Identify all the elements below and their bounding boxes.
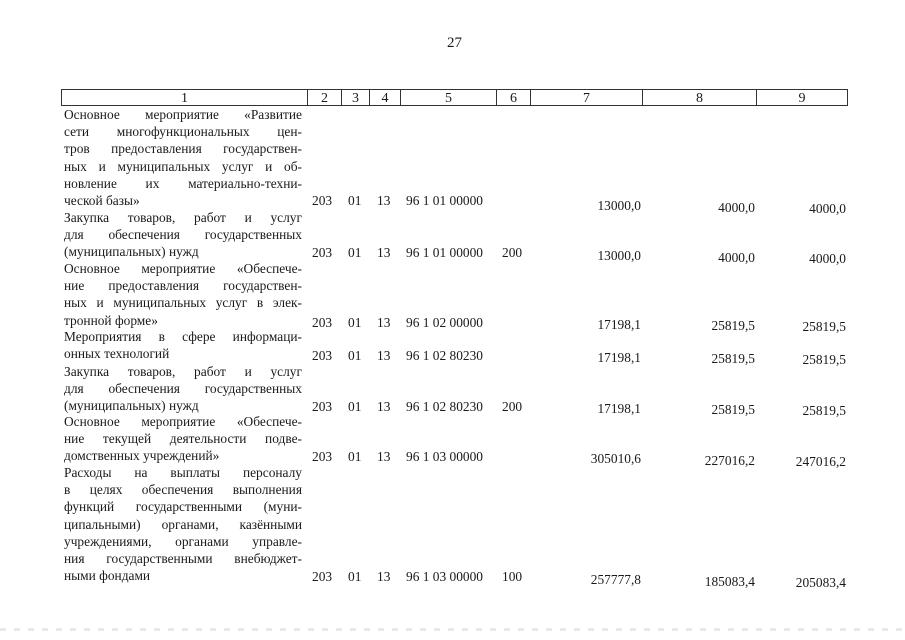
cell-code-3: 01 [348,348,362,363]
row-description [64,328,302,362]
cell-code-4: 13 [377,399,391,414]
cell-amount-7: 17198,1 [597,350,641,365]
cell-code-4: 13 [377,315,391,330]
desc-line: учреждениями, органами управле- [64,533,302,549]
desc-line: новление их материально-техни- [64,175,302,191]
cell-amount-9: 4000,0 [809,251,846,266]
desc-line: ных и муниципальных услуг и об- [64,158,302,174]
cell-code-2: 203 [312,193,333,208]
desc-line: (муниципальных) нужд [64,398,199,414]
desc-line: функций государственными (муни- [64,499,302,515]
cell-amount-8: 4000,0 [718,200,755,215]
cell-amount-7: 17198,1 [597,401,641,416]
cell-amount-9: 25819,5 [802,352,846,367]
desc-line: тров предоставления государствен- [64,141,302,157]
cell-amount-8: 25819,5 [711,402,755,417]
cell-code-4: 13 [377,348,391,363]
cell-code-5: 96 1 02 80230 [406,348,483,363]
desc-line: Основное мероприятие «Обеспече- [64,261,302,276]
page-number: 27 [447,35,462,51]
cell-code-2: 203 [312,569,333,584]
cell-amount-7: 305010,6 [590,451,641,466]
cell-amount-7: 257777,8 [590,572,641,587]
cell-amount-9: 25819,5 [802,403,846,418]
desc-line: ние предоставления государствен- [64,278,302,294]
cell-amount-8: 227016,2 [704,453,755,468]
scan-artifact [0,628,905,631]
cell-code-5: 96 1 02 00000 [406,315,483,330]
cell-amount-8: 4000,0 [718,250,755,265]
desc-line: домственных учреждений» [64,448,220,464]
cell-code-3: 01 [348,399,362,414]
cell-code-4: 13 [377,193,391,208]
cell-amount-8: 25819,5 [711,318,755,333]
cell-code-4: 13 [377,449,391,464]
header-col-2: 2 [308,89,342,106]
header-col-8: 8 [643,89,757,106]
cell-code-5: 96 1 03 00000 [406,569,483,584]
desc-line: в целях обеспечения выполнения [64,482,302,498]
desc-line: онных технологий [64,346,170,362]
desc-line: ными фондами [64,568,151,584]
cell-code-6: 200 [502,399,523,414]
cell-code-4: 13 [377,245,391,260]
desc-line: ных и муниципальных услуг в элек- [64,295,302,311]
desc-line: Основное мероприятие «Развитие [64,107,302,122]
header-col-5: 5 [401,89,497,106]
cell-code-2: 203 [312,449,333,464]
desc-line: ческой базы» [64,193,140,209]
desc-line: Закупка товаров, работ и услуг [64,210,302,225]
cell-code-5: 96 1 01 00000 [406,245,483,260]
header-col-9: 9 [757,89,848,106]
desc-line: для обеспечения государственных [64,381,302,397]
row-description [64,209,302,261]
cell-code-3: 01 [348,569,362,584]
cell-amount-9: 4000,0 [809,201,846,216]
cell-code-3: 01 [348,449,362,464]
desc-line: (муниципальных) нужд [64,244,199,260]
desc-line: ципальными) органами, казёнными [64,516,302,532]
cell-code-2: 203 [312,348,333,363]
cell-code-4: 13 [377,569,391,584]
row-description [64,363,302,415]
cell-code-2: 203 [312,399,333,414]
cell-amount-7: 17198,1 [597,317,641,332]
desc-line: ние текущей деятельности подве- [64,431,302,447]
cell-code-2: 203 [312,245,333,260]
cell-code-3: 01 [348,193,362,208]
row-description [64,260,302,329]
cell-code-5: 96 1 01 00000 [406,193,483,208]
cell-amount-7: 13000,0 [597,248,641,263]
cell-code-5: 96 1 03 00000 [406,449,483,464]
header-col-4: 4 [370,89,401,106]
cell-code-2: 203 [312,315,333,330]
row-description [64,464,302,584]
cell-amount-8: 185083,4 [704,574,755,589]
header-col-3: 3 [342,89,370,106]
cell-code-3: 01 [348,315,362,330]
cell-amount-9: 25819,5 [802,319,846,334]
cell-code-6: 200 [502,245,523,260]
cell-code-5: 96 1 02 80230 [406,399,483,414]
desc-line: Основное мероприятие «Обеспече- [64,414,302,429]
desc-line: Закупка товаров, работ и услуг [64,364,302,379]
desc-line: Мероприятия в сфере информаци- [64,329,302,344]
header-col-7: 7 [531,89,643,106]
header-col-1: 1 [61,89,308,106]
row-description [64,106,302,209]
cell-code-3: 01 [348,245,362,260]
cell-amount-9: 247016,2 [795,454,846,469]
desc-line: Расходы на выплаты персоналу [64,465,302,480]
header-col-6: 6 [497,89,531,106]
desc-line: ния государственными внебюджет- [64,551,302,567]
cell-amount-8: 25819,5 [711,351,755,366]
row-description [64,413,302,465]
desc-line: тронной форме» [64,312,158,328]
cell-code-6: 100 [502,569,523,584]
cell-amount-7: 13000,0 [597,198,641,213]
cell-amount-9: 205083,4 [795,575,846,590]
desc-line: сети многофункциональных цен- [64,124,302,140]
desc-line: для обеспечения государственных [64,227,302,243]
